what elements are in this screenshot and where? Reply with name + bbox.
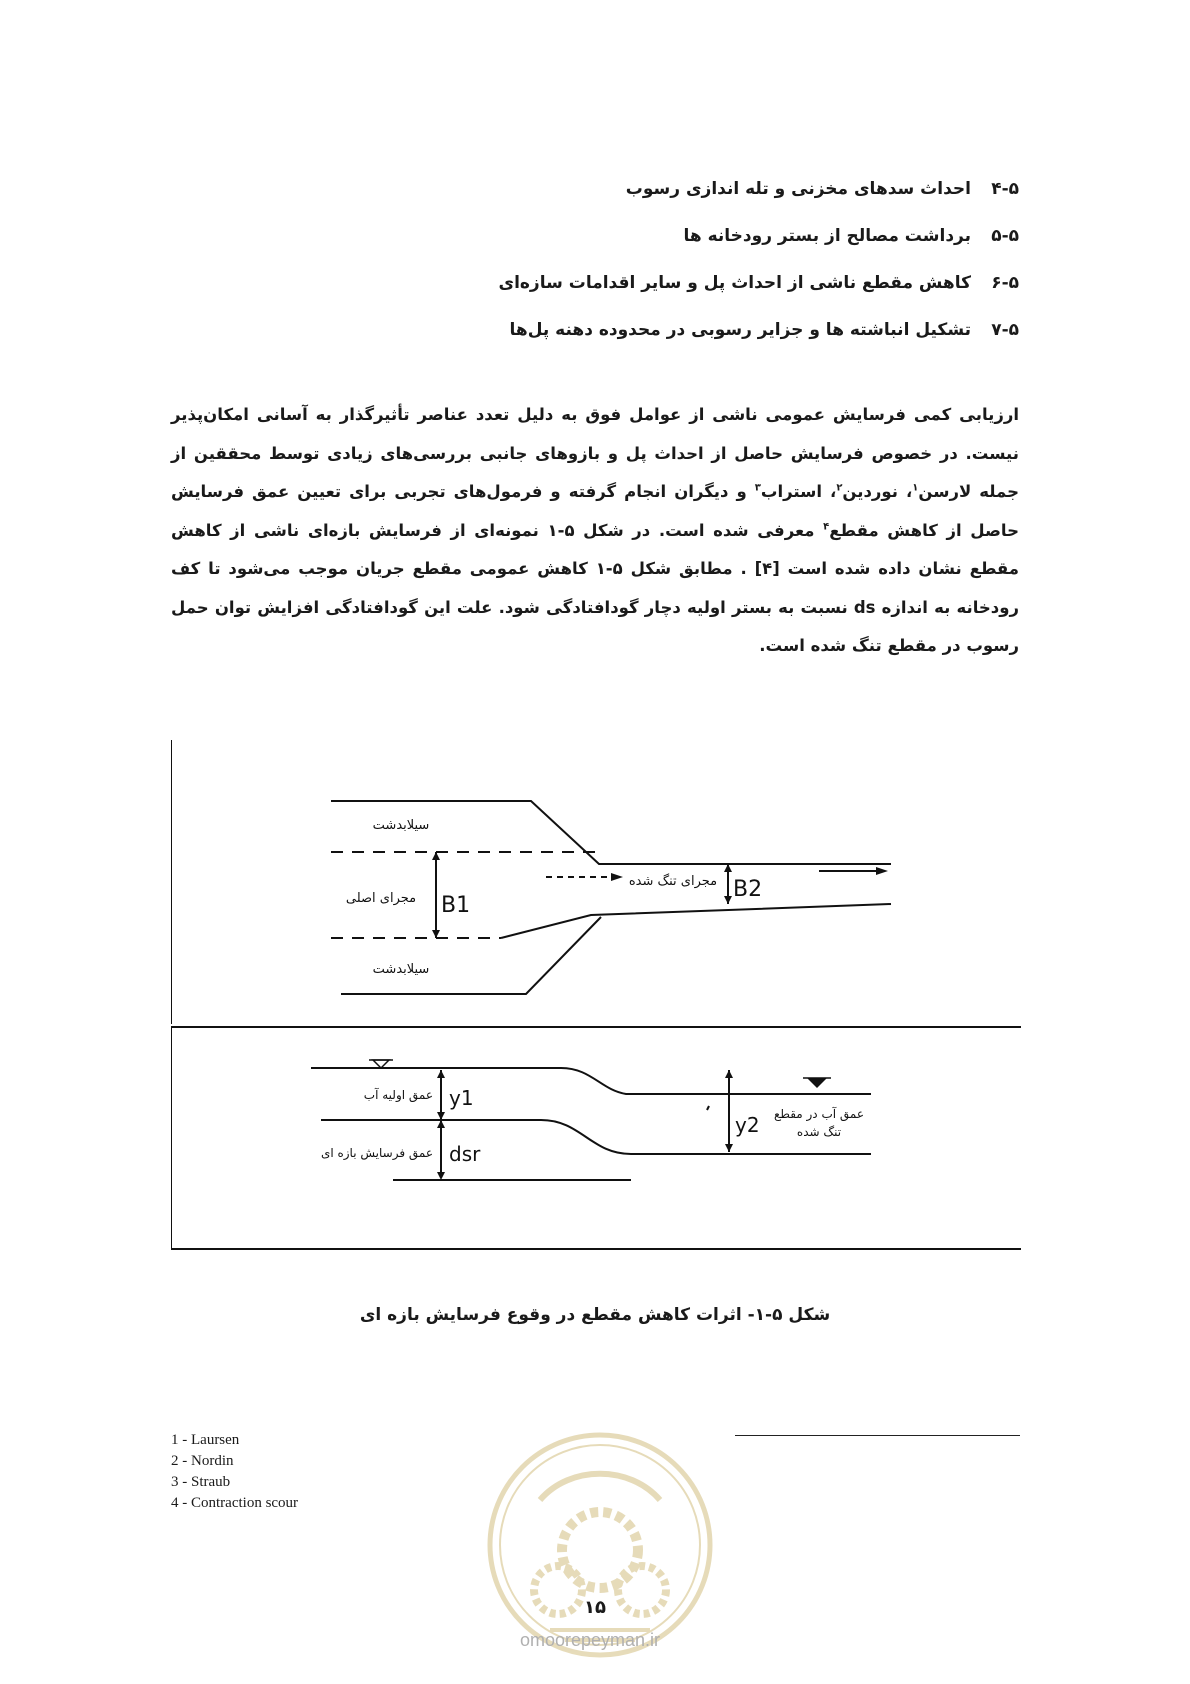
footnote: 3 - Straub (171, 1474, 231, 1490)
text-run: ، استراب (760, 482, 837, 501)
omoore-peyman-seal-logo (480, 1425, 720, 1665)
footnote-ref: ۲ (836, 482, 843, 494)
site-watermark: omoorepeyman.ir (519, 1630, 661, 1650)
y1-label: y1 (449, 1086, 474, 1110)
item-number: ۵-۵ (991, 226, 1019, 246)
footnote-ref: ۴ (823, 521, 830, 532)
dsr-label: dsr (449, 1142, 481, 1166)
floodplain-bottom-label: سیلابدشت (372, 962, 430, 977)
main-channel-label: مجرای اصلی (345, 891, 417, 906)
text-run: و دیگران انجام گرفته و فرمول‌های تجربی برای تعیین عمق فرسایش حاصل از کاهش مقطع (171, 482, 1020, 540)
list-item (319, 213, 1019, 260)
narrow-channel-label: مجرای تنگ شده (628, 874, 718, 889)
water-surface-icon (803, 1078, 831, 1088)
item-number: ۴-۵ (991, 179, 1019, 199)
figure-caption: شکل ۵-۱- اثرات کاهش مقطع در وقوع فرسایش بازه ای (359, 1305, 831, 1325)
list-item (319, 166, 1019, 213)
text-run: معرفی شده است. در شکل ۵-۱ نمونه‌ای از فرسایش بازه‌ای ناشی از کاهش مقطع نشان داده شده است [۴] . مطابق شکل ۵-۱ کاهش عمومی مقطع جریان موجب می‌شود تا کف رودخانه به اندازه ds نسبت به بستر اولیه دچار گودافتادگی شود. علت این گودافتادگی افزایش توان حمل رسوب در مقطع تنگ شده است. (171, 520, 1020, 655)
item-number: ۶-۵ (991, 273, 1019, 293)
footnotes (171, 1430, 501, 1514)
item-text: احداث سدهای مخزنی و تله اندازی رسوب (625, 179, 971, 199)
floodplain-top-label: سیلابدشت (372, 818, 430, 833)
footnote-ref: ۳ (754, 482, 761, 494)
footnote-divider (735, 1435, 1020, 1436)
scour-depth-label: عمق فرسایش بازه ای (320, 1146, 433, 1160)
section-list (319, 166, 1019, 354)
footnote: 1 - Laursen (171, 1432, 240, 1448)
footnote: 2 - Nordin (171, 1453, 234, 1469)
y2-label: y2 (735, 1113, 760, 1137)
text-run: ارزیابی کمی فرسایش عمومی ناشی از عوامل فوق به دلیل تعدد عناصر تأثیرگذار به آسانی امکان‌پذیر نیست. در خصوص فرسایش حاصل از احداث پل و بازوهای جانبی بررسی‌های زیادی توسط محققین از جمله لارسن (171, 405, 1019, 501)
item-text: کاهش مقطع ناشی از احداث پل و سایر اقدامات سازه‌ای (498, 273, 971, 293)
item-number: ۷-۵ (991, 320, 1019, 340)
water-surface-icon (369, 1060, 393, 1068)
footnote-ref: ۱ (912, 482, 919, 494)
item-text: تشکیل انباشته ها و جزایر رسوبی در محدوده دهنه پل‌ها (509, 320, 971, 340)
b1-label: B1 (441, 893, 471, 918)
footnote: 4 - Contraction scour (171, 1495, 299, 1511)
page-number: ۱۵ (584, 1597, 606, 1618)
item-text: برداشت مصالح از بستر رودخانه ها (683, 226, 971, 246)
contraction-scour-figure (171, 740, 1021, 1260)
text-run: ، نوردین (842, 482, 913, 501)
body-paragraph (171, 396, 1019, 666)
list-item (319, 307, 1019, 354)
narrow-depth-label: تنگ شده (796, 1125, 842, 1139)
b2-label: B2 (733, 877, 763, 902)
narrow-depth-label: عمق آب در مقطع (773, 1107, 865, 1121)
list-item (319, 260, 1019, 307)
initial-depth-label: عمق اولیه آب (363, 1088, 433, 1102)
